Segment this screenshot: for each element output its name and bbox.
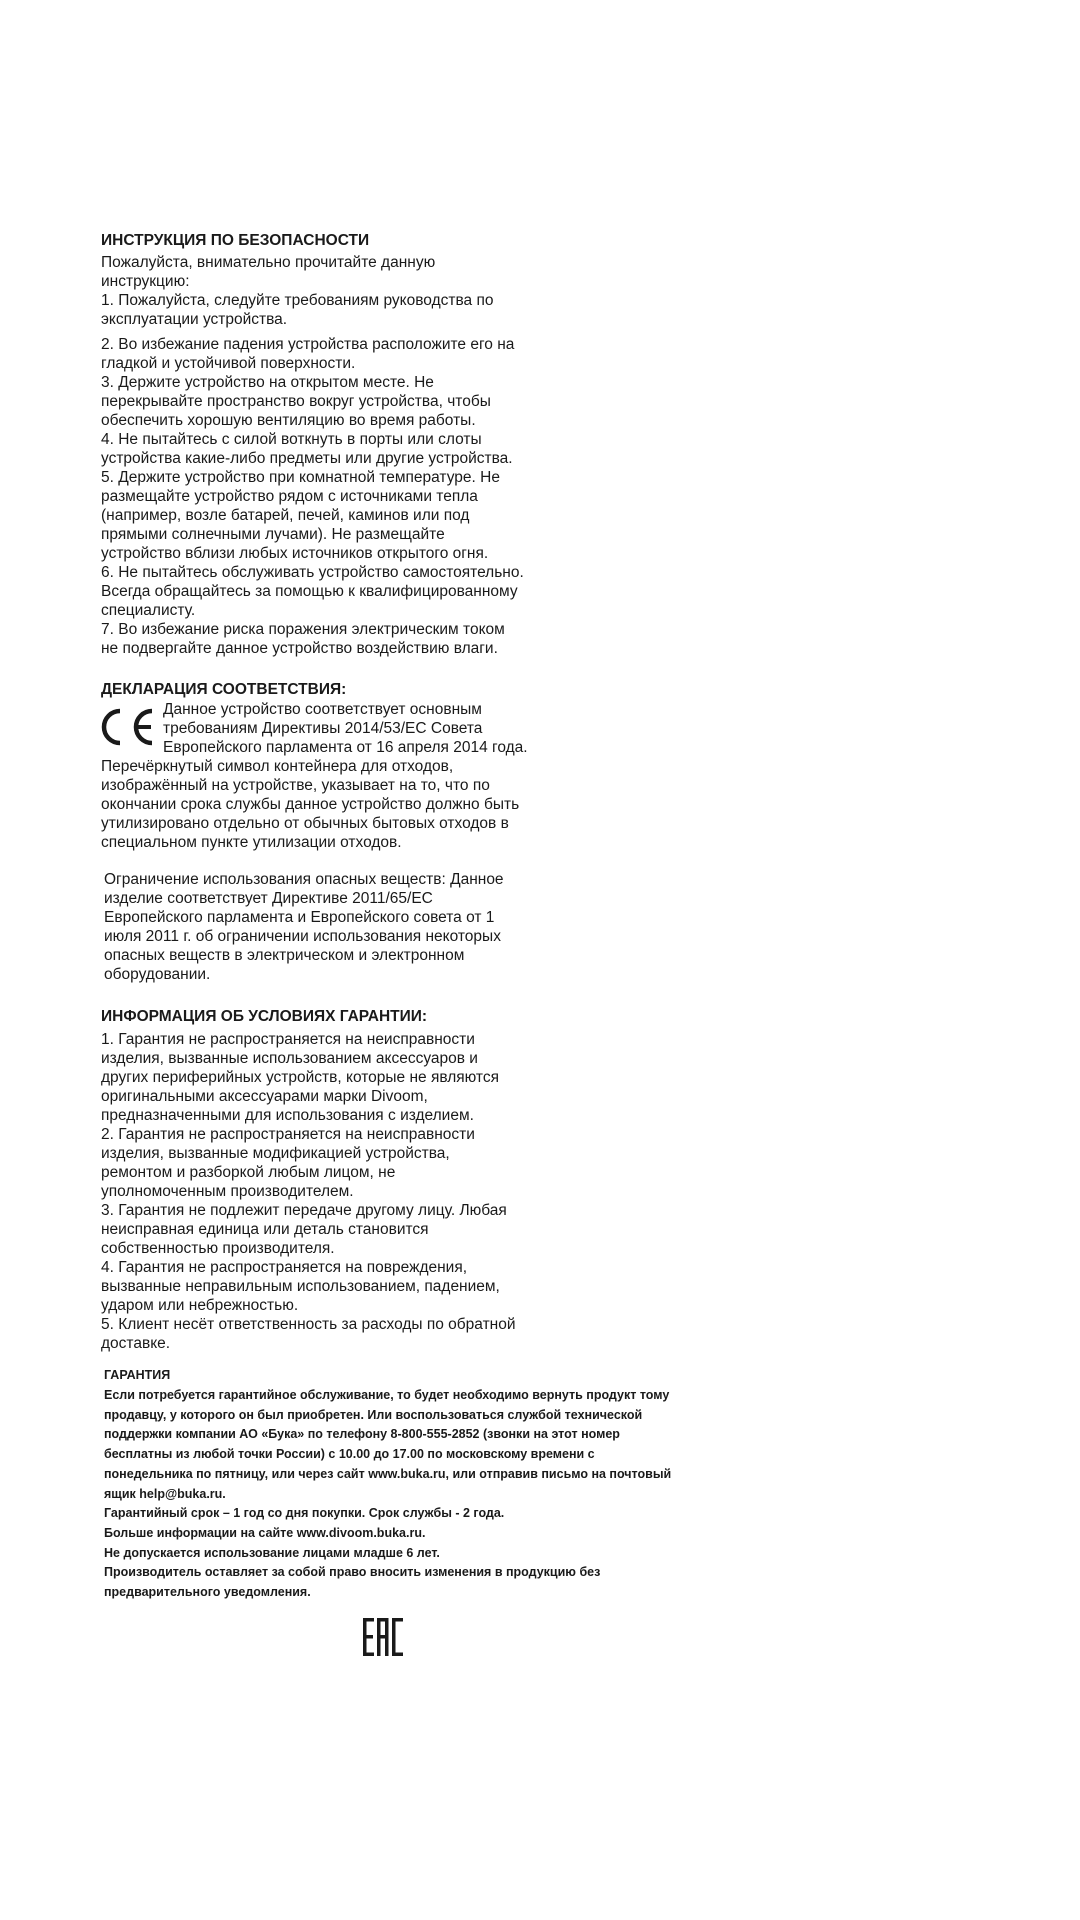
safety-line: (например, возле батарей, печей, каминов или под (101, 507, 470, 524)
warranty-line: ящик help@buka.ru. (104, 1486, 226, 1501)
warranty-info-line: 4. Гарантия не распространяется на повреждения, (101, 1259, 468, 1276)
warranty-info-line: ремонтом и разборкой любым лицом, не (101, 1164, 396, 1181)
warranty-line: бесплатны из любой точки России) с 10.00 до 17.00 по московскому времени с (104, 1447, 595, 1462)
warranty-line: поддержки компании АО «Бука» по телефону 8-800-555-2852 (звонки на этот номер (104, 1427, 620, 1442)
declaration-title: ДЕКЛАРАЦИЯ СООТВЕТСТВИЯ: (101, 681, 347, 698)
safety-line: гладкой и устойчивой поверхности. (101, 355, 356, 372)
warranty-info-line: доставке. (101, 1335, 171, 1352)
warranty-info-line: предназначенными для использования с изделием. (101, 1107, 474, 1124)
safety-line: обеспечить хорошую вентиляцию во время работы. (101, 412, 476, 429)
warranty-info-title: ИНФОРМАЦИЯ ОБ УСЛОВИЯХ ГАРАНТИИ: (101, 1008, 428, 1025)
weee-line: изображённый на устройстве, указывает на то, что по (101, 777, 490, 794)
rohs-text (104, 870, 504, 984)
warranty-info-line: уполномоченным производителем. (101, 1183, 354, 1200)
warranty-info-line: 5. Клиент несёт ответственность за расходы по обратной (101, 1316, 516, 1333)
warranty-line: Гарантийный срок – 1 год со дня покупки. Срок службы - 2 года. (104, 1506, 505, 1521)
rohs-line: июля 2011 г. об ограничении использования некоторых (104, 928, 501, 945)
weee-line: окончании срока службы данное устройство должно быть (101, 796, 520, 813)
safety-line: 1. Пожалуйста, следуйте требованиям руководства по (101, 292, 494, 309)
eac-mark-icon (363, 1618, 403, 1656)
rohs-line: Европейского парламента и Европейского совета от 1 (104, 909, 495, 926)
ce-mark-icon (100, 707, 158, 747)
warranty-info-line: изделия, вызванные модификацией устройства, (101, 1145, 450, 1162)
safety-line: перекрывайте пространство вокруг устройства, чтобы (101, 393, 491, 410)
safety-line: 2. Во избежание падения устройства расположите его на (101, 336, 515, 353)
warranty-line: продавцу, у которого он был приобретен. Или воспользоваться службой технической (104, 1407, 643, 1422)
safety-line: специалисту. (101, 602, 196, 619)
rohs-line: опасных веществ в электрическом и электронном (104, 947, 465, 964)
safety-line: устройства какие-либо предметы или другие устройства. (101, 450, 513, 467)
safety-line: 5. Держите устройство при комнатной температуре. Не (101, 469, 500, 486)
safety-line: 6. Не пытайтесь обслуживать устройство самостоятельно. (101, 564, 524, 581)
safety-title: ИНСТРУКЦИЯ ПО БЕЗОПАСНОСТИ (101, 232, 370, 249)
rohs-line: Ограничение использования опасных веществ: Данное (104, 871, 504, 888)
warranty-info-line: неисправная единица или деталь становится (101, 1221, 429, 1238)
warranty-line: понедельника по пятницу, или через сайт www.buka.ru, или отправив письмо на почтовый (104, 1466, 672, 1481)
ce-line: Данное устройство соответствует основным (163, 701, 482, 718)
warranty-line: предварительного уведомления. (104, 1585, 311, 1600)
safety-line: Пожалуйста, внимательно прочитайте данную (101, 254, 436, 271)
ce-line: Европейского парламента от 16 апреля 2014 года. (163, 739, 528, 756)
warranty-info-line: 1. Гарантия не распространяется на неисправности (101, 1031, 475, 1048)
warranty-text (104, 1386, 671, 1603)
warranty-info-line: 3. Гарантия не подлежит передаче другому лицу. Любая (101, 1202, 507, 1219)
warranty-info-line: вызванные неправильным использованием, падением, (101, 1278, 500, 1295)
weee-text (101, 757, 519, 852)
rohs-line: оборудовании. (104, 966, 211, 983)
warranty-info-line: ударом или небрежностью. (101, 1297, 299, 1314)
safety-line: 7. Во избежание риска поражения электрическим током (101, 621, 505, 638)
safety-line: размещайте устройство рядом с источниками тепла (101, 488, 478, 505)
safety-line: прямыми солнечными лучами). Не размещайте (101, 526, 445, 543)
ce-text (163, 700, 528, 757)
safety-line: не подвергайте данное устройство воздействию влаги. (101, 640, 498, 657)
warranty-line: Производитель оставляет за собой право вносить изменения в продукцию без (104, 1565, 601, 1580)
warranty-line: Больше информации на сайте www.divoom.buka.ru. (104, 1525, 426, 1540)
safety-text (101, 253, 524, 658)
warranty-info-text (101, 1030, 516, 1353)
rohs-line: изделие соответствует Директиве 2011/65/EC (104, 890, 433, 907)
weee-line: утилизировано отдельно от обычных бытовых отходов в (101, 815, 509, 832)
warranty-line: Не допускается использование лицами младше 6 лет. (104, 1545, 440, 1560)
warranty-info-line: оригинальными аксессуарами марки Divoom, (101, 1088, 428, 1105)
warranty-info-line: 2. Гарантия не распространяется на неисправности (101, 1126, 475, 1143)
warranty-line: Если потребуется гарантийное обслуживание, то будет необходимо вернуть продукт тому (104, 1388, 670, 1402)
safety-line: Всегда обращайтесь за помощью к квалифицированному (101, 583, 518, 600)
safety-line: устройство вблизи любых источников открытого огня. (101, 545, 489, 562)
weee-line: специальном пункте утилизации отходов. (101, 834, 402, 851)
safety-line: 4. Не пытайтесь с силой воткнуть в порты или слоты (101, 431, 482, 448)
warranty-info-line: собственностью производителя. (101, 1240, 335, 1257)
ce-line: требованиям Директивы 2014/53/ЕС Совета (163, 720, 483, 737)
warranty-info-line: изделия, вызванные использованием аксессуаров и (101, 1050, 478, 1067)
warranty-title: ГАРАНТИЯ (104, 1368, 171, 1382)
safety-line: 3. Держите устройство на открытом месте. Не (101, 374, 434, 391)
safety-line: эксплуатации устройства. (101, 311, 288, 328)
safety-line: инструкцию: (101, 273, 190, 290)
warranty-info-line: других периферийных устройств, которые не являются (101, 1069, 500, 1086)
weee-line: Перечёркнутый символ контейнера для отходов, (101, 758, 454, 775)
